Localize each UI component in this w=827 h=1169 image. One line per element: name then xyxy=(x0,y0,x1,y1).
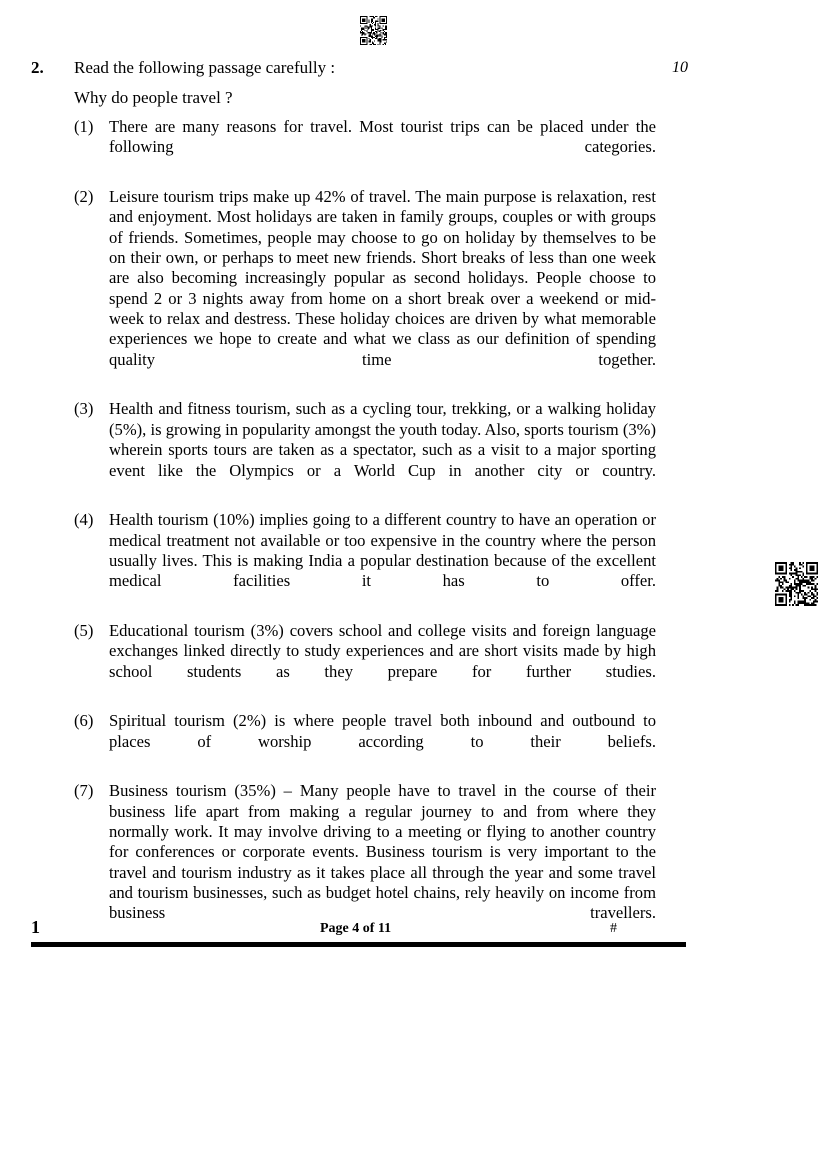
passage-item-marker: (7) xyxy=(74,781,94,801)
passage-title: Why do people travel ? xyxy=(74,88,233,107)
passage-body xyxy=(74,117,656,944)
passage-item xyxy=(74,711,656,772)
passage-item xyxy=(74,117,656,178)
passage-item xyxy=(74,510,656,612)
page-footer xyxy=(0,915,827,955)
passage-item-text: Spiritual tourism (2%) is where people travel both inbound and outbound to places of worship according to their beliefs. xyxy=(109,711,656,751)
question-number: 2. xyxy=(31,58,44,77)
passage-item xyxy=(74,399,656,501)
passage-item-marker: (1) xyxy=(74,117,94,136)
question-header xyxy=(0,56,827,80)
question-marks: 10 xyxy=(672,59,688,76)
passage-item-marker: (6) xyxy=(74,711,94,731)
passage-item-text: Health tourism (10%) implies going to a different country to have an operation or medical treatment not available or too expensive in the country where the person usually lives. This is making India a popular destination because of the excellent medical facilities it has to offer. xyxy=(109,510,656,591)
passage-item xyxy=(74,621,656,702)
passage-item-marker: (3) xyxy=(74,399,94,419)
qr-code-icon-side xyxy=(775,562,818,606)
passage-item-text: Health and fitness tourism, such as a cycling tour, trekking, or a walking holiday (5%), is growing in popularity amongst the youth today. Also, sports tourism (3%) wherein sports tours are taken as a spectator, such as a visit to a major sporting event like the Olympics or a World Cup in another city or country. xyxy=(109,399,656,480)
question-instruction: Read the following passage carefully : xyxy=(74,58,336,77)
passage-item-text: Business tourism (35%) – Many people have to travel in the course of their business life apart from making a regular journey to and from where they normally work. It may involve driving to a meeting or flying to another country for conferences or corporate events. Business tourism is very important to the travel and tourism industry as it takes place all through the year and some travel and tourism businesses, such as budget hotel chains, rely heavily on income from business travellers. xyxy=(109,781,656,923)
footer-page-indicator: Page 4 of 11 xyxy=(320,921,392,936)
passage-item-marker: (4) xyxy=(74,510,94,530)
passage-item-text: Educational tourism (3%) covers school and college visits and foreign language exchanges linked directly to study experiences and are short visits made by high school students as they prepare for further studies. xyxy=(109,620,656,681)
passage-item-marker: (2) xyxy=(74,187,94,207)
footer-hash-marker: # xyxy=(610,921,617,936)
passage-item-text: There are many reasons for travel. Most tourist trips can be placed under the following categories. xyxy=(109,117,656,157)
passage-item xyxy=(74,187,656,390)
qr-code-icon-top xyxy=(360,16,387,45)
passage-item-marker: (5) xyxy=(74,620,94,640)
footer-divider xyxy=(31,942,686,947)
passage-item-text: Leisure tourism trips make up 42% of travel. The main purpose is relaxation, rest and enjoyment. Most holidays are taken in family groups, couples or with groups of friends. Sometimes, people may choose to go on holiday by themselves to be on their own, or perhaps to meet new friends. Short breaks of less than one week are also becoming increasingly popular as second holidays. People choose to spend 2 or 3 nights away from home on a short break over a weekend or mid-week to relax and destress. These holiday choices are driven by what memorable experiences we hope to create and what we class as our definition of spending quality time together. xyxy=(109,187,656,369)
footer-sheet-number: 1 xyxy=(31,917,40,937)
